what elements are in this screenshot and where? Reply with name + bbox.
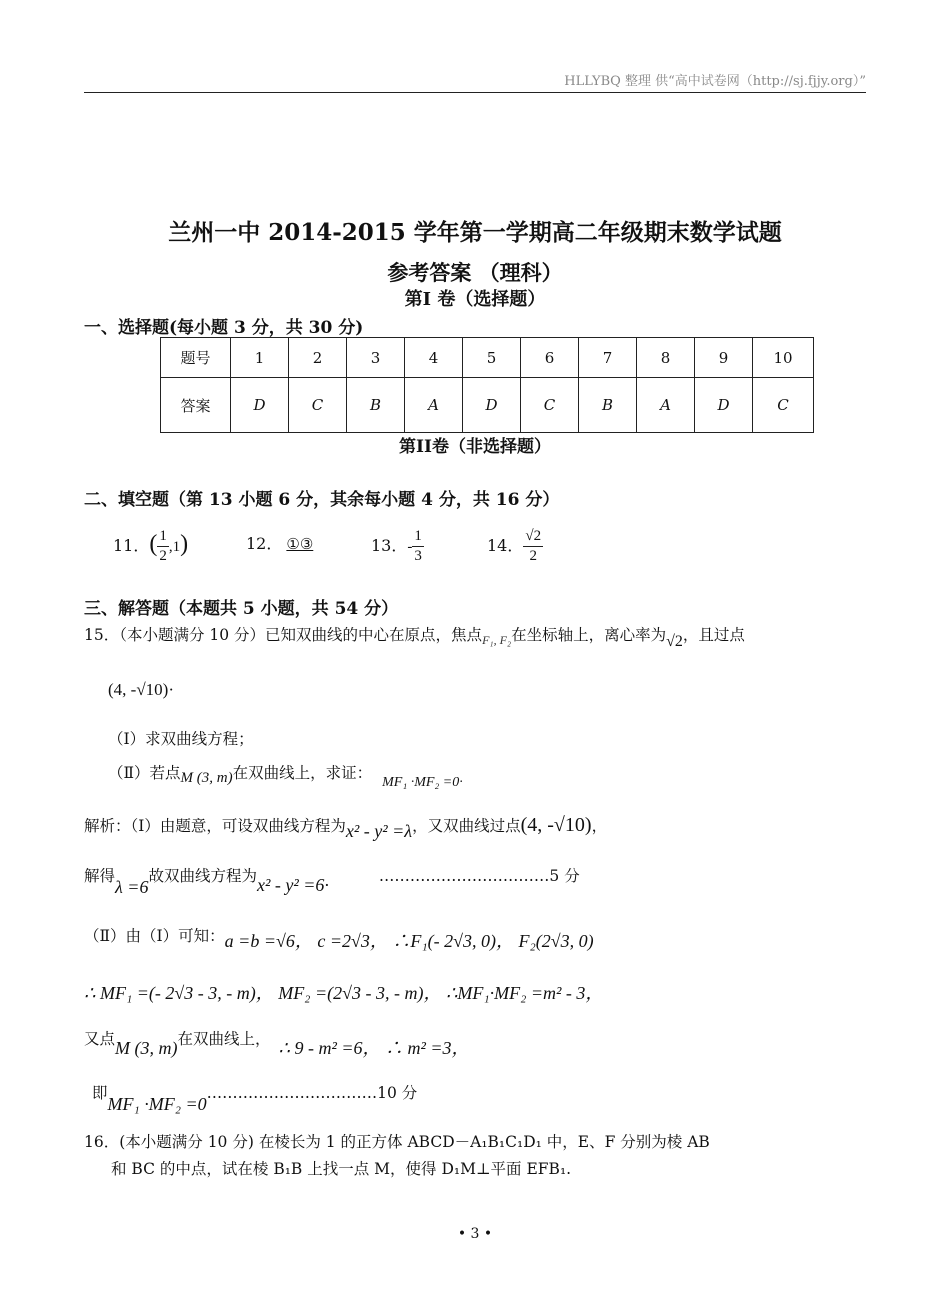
section2-heading: 二、填空题（第 13 小题 6 分，其余每小题 4 分，共 16 分）: [84, 490, 560, 510]
denominator: 3: [414, 548, 422, 564]
header-rule: [84, 92, 866, 93]
fraction: [157, 527, 169, 566]
answer-cell: D: [463, 378, 521, 433]
point: (4, -√10): [520, 814, 592, 836]
numerator: 1: [157, 527, 169, 547]
answer-cell: D: [231, 378, 289, 433]
close-paren: ): [180, 531, 189, 557]
answer-cell: B: [579, 378, 637, 433]
table-row: [161, 338, 814, 378]
exam-subtitle: 参考答案 （理科）: [387, 260, 563, 285]
vector-equation: MF₁ ·MF₂ =0: [107, 1094, 207, 1114]
answer-cell: C: [753, 378, 814, 433]
part2-heading: 第II卷（非选择题）: [399, 437, 551, 457]
answer-cell: D: [695, 378, 753, 433]
answer-value: ①③: [286, 535, 314, 553]
open-paren: (: [149, 531, 158, 557]
solution-line-2: [84, 864, 580, 898]
interval-end: ,1: [168, 539, 181, 555]
lambda-value: λ =6: [115, 877, 149, 897]
parameters: a =b =√6， c =2√3， ∴F₁(- 2√3, 0)， F₂(2√3, 0): [224, 931, 594, 951]
exam-title: 兰州一中 2014-2015 学年第一学期高二年级期末数学试题: [168, 219, 782, 246]
page-header: HLLYBQ 整理 供“高中试卷网（http://sj.fjjy.org）”: [564, 74, 866, 89]
score-mark: ……………………………5 分: [378, 867, 580, 885]
hyperbola-equation: x² - y² =λ: [345, 821, 413, 841]
answer-cell: C: [521, 378, 579, 433]
question-number: 8: [637, 338, 695, 378]
question-number: 6: [521, 338, 579, 378]
q15-part1: （Ⅰ）求双曲线方程；: [108, 730, 254, 748]
solution-text: 解析：（Ⅰ）由题意，可设双曲线方程为: [84, 817, 346, 835]
answer-13: [371, 527, 424, 566]
q16-line-1: 16．(本小题满分 10 分) 在棱长为 1 的正方体 ABCD－A₁B₁C₁D₁ 中，E、F 分别为棱 AB: [84, 1133, 710, 1151]
answer-cell: A: [405, 378, 463, 433]
answer-12: [246, 531, 317, 554]
answer-cell: B: [347, 378, 405, 433]
answer-cell: C: [289, 378, 347, 433]
question-number: 3: [347, 338, 405, 378]
minus-sign: -: [407, 539, 413, 555]
solution-line-3: [84, 924, 594, 953]
answer-table: [160, 337, 814, 433]
answer-cell: A: [637, 378, 695, 433]
answer-label: 13．: [371, 536, 408, 555]
q15-intro3: ，且过点: [682, 626, 745, 644]
denominator: 2: [159, 548, 167, 564]
solution-line-4: ∴ MF₁ =(- 2√3 - 3, - m)， MF₂ =(2√3 - 3, - m)， ∴MF₁·MF₂ =m² - 3，: [84, 983, 604, 1003]
solution-text: （Ⅱ）由（Ⅰ）可知：: [84, 927, 225, 945]
fraction: [523, 527, 543, 566]
q15-part2-text2: 在双曲线上，求证：: [232, 764, 373, 782]
equation: ∴ 9 - m² =6， ∴ m² =3，: [278, 1038, 470, 1058]
hyperbola-equation: x² - y² =6·: [256, 875, 329, 895]
numerator: √2: [523, 527, 543, 547]
question-number: 10: [753, 338, 814, 378]
question-number: 1: [231, 338, 289, 378]
eccentricity: √2: [666, 633, 683, 650]
solution-text: 又点: [84, 1030, 116, 1048]
solution-text: 故双曲线方程为: [148, 867, 257, 885]
score-mark: ……………………………10 分: [206, 1084, 418, 1102]
solution-text: 在双曲线上，: [177, 1030, 271, 1048]
solution-line-1: [84, 814, 607, 842]
point-m: M (3, m): [115, 1038, 178, 1058]
solution-line-6: [92, 1081, 417, 1115]
table-row: [161, 378, 814, 433]
numerator: 1: [412, 527, 424, 547]
q16-line-2: 和 BC 的中点，试在棱 B₁B 上找一点 M，使得 D₁M⊥平面 EFB₁.: [111, 1160, 572, 1178]
answer-label: 11．: [113, 536, 150, 555]
solution-text: ，: [591, 817, 608, 835]
page-number: • 3 •: [457, 1226, 493, 1242]
foci: F₁, F₂: [482, 633, 512, 647]
q15-part2: [108, 761, 463, 791]
question-number: 2: [289, 338, 347, 378]
answer-14: [487, 527, 543, 566]
answer-label: 12．: [246, 534, 283, 553]
fraction: [412, 527, 424, 566]
row-label-question: 题号: [161, 338, 231, 378]
section3-heading: 三、解答题（本题共 5 小题，共 54 分）: [84, 599, 399, 619]
section1-heading: 一、选择题(每小题 3 分，共 30 分): [84, 318, 364, 338]
q15-part2-text: （Ⅱ）若点: [108, 764, 181, 782]
solution-text: 即: [92, 1084, 108, 1102]
vector-equation: MF₁ ·MF₂ =0·: [382, 775, 463, 790]
answer-label: 14．: [487, 536, 524, 555]
question-number: 4: [405, 338, 463, 378]
question-number: 7: [579, 338, 637, 378]
answer-11: [113, 527, 188, 566]
question-number: 9: [695, 338, 753, 378]
denominator: 2: [529, 548, 537, 564]
solution-text: 解得: [84, 867, 116, 885]
q15-stem: [84, 623, 745, 651]
solution-line-5: [84, 1027, 470, 1060]
question-number: 5: [463, 338, 521, 378]
solution-text: ，又双曲线过点: [412, 817, 521, 835]
q15-point: (4, -√10)·: [108, 680, 174, 699]
q15-intro2: 在坐标轴上，离心率为: [511, 626, 667, 644]
q15-intro: 15．（本小题满分 10 分）已知双曲线的中心在原点，焦点: [84, 626, 483, 644]
part1-heading: 第I 卷（选择题）: [404, 289, 546, 310]
row-label-answer: 答案: [161, 378, 231, 433]
point-m: M (3, m): [180, 770, 233, 786]
